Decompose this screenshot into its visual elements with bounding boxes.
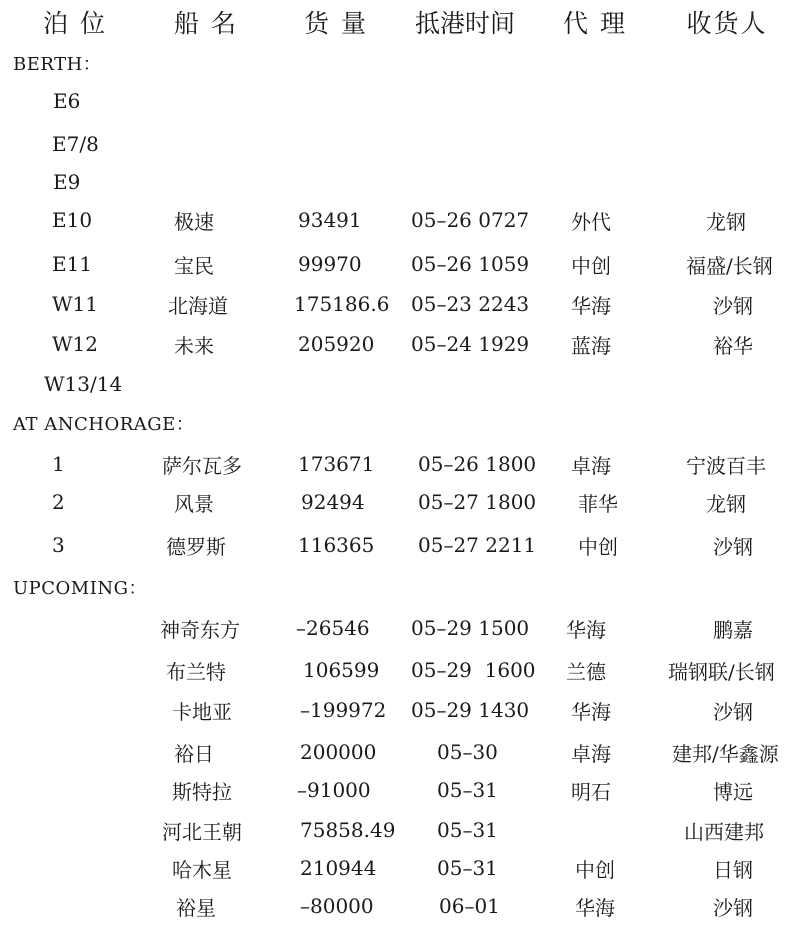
table-row xyxy=(0,164,806,200)
row-ship: 萨尔瓦多 xyxy=(162,453,242,478)
section-anchorage-label: AT ANCHORAGE： xyxy=(13,414,195,435)
header-ship: 船 名 xyxy=(174,9,238,38)
row-berth: W13/14 xyxy=(44,372,123,396)
table-row xyxy=(0,200,806,240)
table-row xyxy=(0,444,806,484)
row-berth: W11 xyxy=(52,292,99,316)
row-arrival: 05–29 1500 xyxy=(411,616,530,640)
row-berth: E10 xyxy=(52,208,93,232)
table-row xyxy=(0,770,806,810)
table-row xyxy=(0,848,806,888)
row-agent: 中创 xyxy=(578,534,618,559)
row-arrival: 06–01 xyxy=(439,894,500,918)
table-row xyxy=(0,82,806,120)
row-arrival: 05–26 1059 xyxy=(411,252,530,276)
row-cargo: 75858.49 xyxy=(300,818,396,842)
row-agent: 兰德 xyxy=(566,659,606,684)
table-header xyxy=(0,0,806,44)
row-cargo: –91000 xyxy=(297,778,371,802)
row-arrival: 05–24 1929 xyxy=(411,332,530,356)
table-row xyxy=(0,284,806,324)
row-arrival: 05–31 xyxy=(437,818,498,842)
row-cargo: 210944 xyxy=(300,856,377,880)
row-ship: 裕星 xyxy=(176,895,216,920)
table-row xyxy=(0,324,806,364)
row-consignee: 山西建邦 xyxy=(684,819,764,844)
row-cargo: 116365 xyxy=(298,533,375,557)
row-cargo: –80000 xyxy=(300,894,374,918)
row-ship: 河北王朝 xyxy=(162,819,242,844)
row-cargo: –26546 xyxy=(296,616,370,640)
row-consignee: 建邦/华鑫源 xyxy=(672,741,779,766)
row-agent: 蓝海 xyxy=(571,333,611,358)
row-consignee: 沙钢 xyxy=(713,699,753,724)
row-agent: 华海 xyxy=(566,617,606,642)
row-consignee: 沙钢 xyxy=(713,293,753,318)
row-ship: 布兰特 xyxy=(166,659,226,684)
row-arrival: 05–27 2211 xyxy=(418,533,537,557)
row-consignee: 日钢 xyxy=(713,857,753,882)
row-consignee: 瑞钢联/长钢 xyxy=(668,659,775,684)
row-ship: 裕日 xyxy=(174,741,214,766)
table-row xyxy=(0,524,806,566)
row-consignee: 龙钢 xyxy=(706,209,746,234)
header-consignee: 收货人 xyxy=(686,9,768,38)
row-arrival: 05–27 1800 xyxy=(418,490,537,514)
row-cargo: 99970 xyxy=(298,252,362,276)
row-agent: 卓海 xyxy=(571,741,611,766)
row-consignee: 沙钢 xyxy=(713,534,753,559)
row-berth: E11 xyxy=(52,252,93,276)
row-ship: 哈木星 xyxy=(172,857,232,882)
table-row xyxy=(0,810,806,850)
section-anchorage xyxy=(0,404,806,442)
table-row xyxy=(0,124,806,164)
row-ship: 宝民 xyxy=(174,253,214,278)
row-arrival: 05–30 xyxy=(437,740,498,764)
row-arrival: 05–29 1600 xyxy=(411,658,536,682)
row-arrival: 05–31 xyxy=(437,856,498,880)
row-berth: E6 xyxy=(53,89,81,113)
row-consignee: 福盛/长钢 xyxy=(686,253,773,278)
header-berth: 泊 位 xyxy=(43,9,107,38)
row-cargo: 200000 xyxy=(300,740,377,764)
row-ship: 斯特拉 xyxy=(172,779,232,804)
row-arrival: 05–23 2243 xyxy=(411,292,530,316)
row-arrival: 05–26 1800 xyxy=(418,452,537,476)
row-consignee: 龙钢 xyxy=(706,491,746,516)
row-berth: 1 xyxy=(52,452,65,476)
row-cargo: –199972 xyxy=(300,698,387,722)
row-agent: 卓海 xyxy=(571,453,611,478)
row-consignee: 裕华 xyxy=(713,333,753,358)
row-ship: 德罗斯 xyxy=(166,534,226,559)
row-ship: 神奇东方 xyxy=(160,617,240,642)
header-arrival: 抵港时间 xyxy=(414,9,515,38)
table-row xyxy=(0,732,806,772)
row-agent: 中创 xyxy=(575,857,615,882)
table-row xyxy=(0,650,806,690)
row-arrival: 05–26 0727 xyxy=(411,208,530,232)
row-agent: 华海 xyxy=(571,699,611,724)
row-ship: 未来 xyxy=(174,333,214,358)
row-arrival: 05–29 1430 xyxy=(411,698,530,722)
row-berth: 3 xyxy=(52,533,65,557)
row-agent: 中创 xyxy=(571,253,611,278)
row-consignee: 宁波百丰 xyxy=(686,453,766,478)
row-ship: 北海道 xyxy=(168,293,228,318)
section-upcoming-label: UPCOMING： xyxy=(13,578,147,599)
row-agent: 菲华 xyxy=(578,491,618,516)
row-cargo: 92494 xyxy=(301,490,365,514)
table-row xyxy=(0,482,806,522)
row-berth: W12 xyxy=(52,332,99,356)
row-ship: 极速 xyxy=(174,209,214,234)
row-cargo: 205920 xyxy=(298,332,375,356)
section-berth-label: BERTH： xyxy=(13,54,102,75)
row-ship: 卡地亚 xyxy=(172,699,232,724)
table-row xyxy=(0,886,806,926)
row-consignee: 沙钢 xyxy=(713,895,753,920)
row-agent: 外代 xyxy=(571,209,611,234)
row-ship: 风景 xyxy=(174,491,214,516)
row-cargo: 173671 xyxy=(298,452,375,476)
header-agent: 代 理 xyxy=(563,9,627,38)
row-cargo: 106599 xyxy=(303,658,380,682)
row-cargo: 93491 xyxy=(298,208,362,232)
row-agent: 华海 xyxy=(571,293,611,318)
row-berth: E7/8 xyxy=(52,132,99,156)
table-row xyxy=(0,244,806,284)
row-consignee: 博远 xyxy=(713,779,753,804)
row-agent: 明石 xyxy=(571,779,611,804)
row-consignee: 鹏嘉 xyxy=(713,617,753,642)
row-berth: 2 xyxy=(52,490,65,514)
section-berth xyxy=(0,44,806,82)
row-arrival: 05–31 xyxy=(437,778,498,802)
table-row xyxy=(0,364,806,404)
row-cargo: 175186.6 xyxy=(294,292,390,316)
table-row xyxy=(0,608,806,648)
table-row xyxy=(0,690,806,730)
row-berth: E9 xyxy=(53,170,81,194)
header-cargo: 货 量 xyxy=(304,9,368,38)
section-upcoming xyxy=(0,568,806,606)
row-agent: 华海 xyxy=(575,895,615,920)
